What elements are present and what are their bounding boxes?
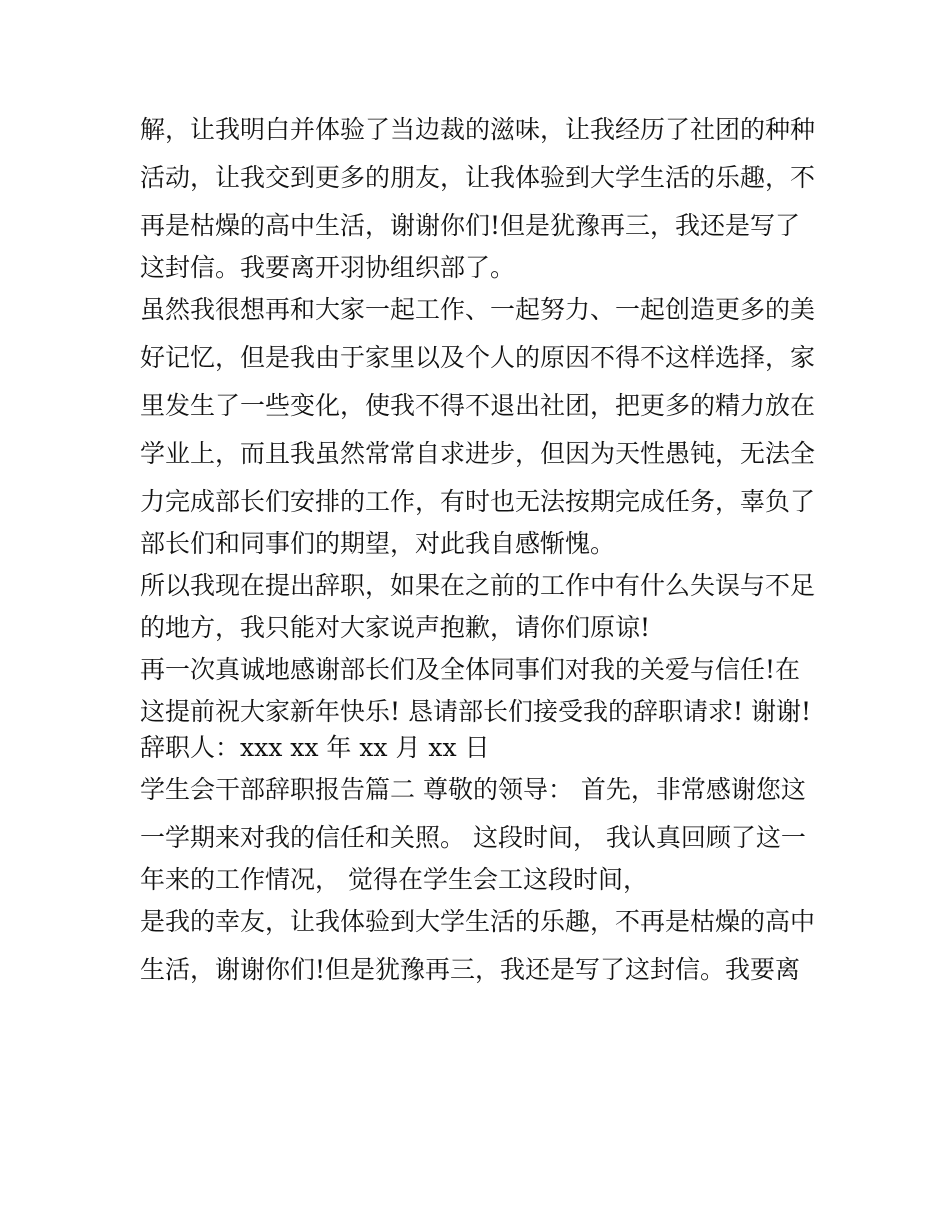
text-line: 好记忆，但是我由于家里以及个人的原因不得不这样选择，家 xyxy=(140,343,816,372)
text-line: 这提前祝大家新年快乐! 恳请部长们接受我的辞职请求! 谢谢! xyxy=(140,697,812,726)
text-line: 里发生了一些变化，使我不得不退出社团，把更多的精力放在 xyxy=(140,391,816,420)
text-line: 一学期来对我的信任和关照。 这段时间， 我认真回顾了这一 xyxy=(140,823,806,852)
text-line: 所以我现在提出辞职，如果在之前的工作中有什么失误与不足 xyxy=(140,571,816,600)
document-body xyxy=(140,106,820,994)
text-line: 年来的工作情况， 觉得在学生会工这段时间， xyxy=(140,865,648,894)
text-line: 再是枯燥的高中生活，谢谢你们!但是犹豫再三，我还是写了 xyxy=(140,211,801,240)
text-line: 生活，谢谢你们!但是犹豫再三，我还是写了这封信。我要离 xyxy=(140,955,801,984)
section-heading-line: 学生会干部辞职报告篇二 尊敬的领导： 首先，非常感谢您这 xyxy=(140,775,806,804)
text-line: 部长们和同事们的期望，对此我自感惭愧。 xyxy=(140,529,616,558)
text-line: 是我的幸友，让我体验到大学生活的乐趣，不再是枯燥的高中 xyxy=(140,907,816,936)
text-line: 的地方，我只能对大家说声抱歉，请你们原谅! xyxy=(140,613,651,642)
text-line: 这封信。我要离开羽协组织部了。 xyxy=(140,253,516,282)
signature-line: 辞职人：xxx xx 年 xx 月 xx 日 xyxy=(140,733,490,762)
text-line: 活动，让我交到更多的朋友，让我体验到大学生活的乐趣，不 xyxy=(140,163,816,192)
text-line: 虽然我很想再和大家一起工作、一起努力、一起创造更多的美 xyxy=(140,295,816,324)
text-line: 力完成部长们安排的工作，有时也无法按期完成任务，辜负了 xyxy=(140,487,816,516)
text-line: 学业上，而且我虽然常常自求进步，但因为天性愚钝，无法全 xyxy=(140,439,816,468)
text-line: 解，让我明白并体验了当边裁的滋味，让我经历了社团的种种 xyxy=(140,115,816,144)
text-line: 再一次真诚地感谢部长们及全体同事们对我的关爱与信任!在 xyxy=(140,655,801,684)
